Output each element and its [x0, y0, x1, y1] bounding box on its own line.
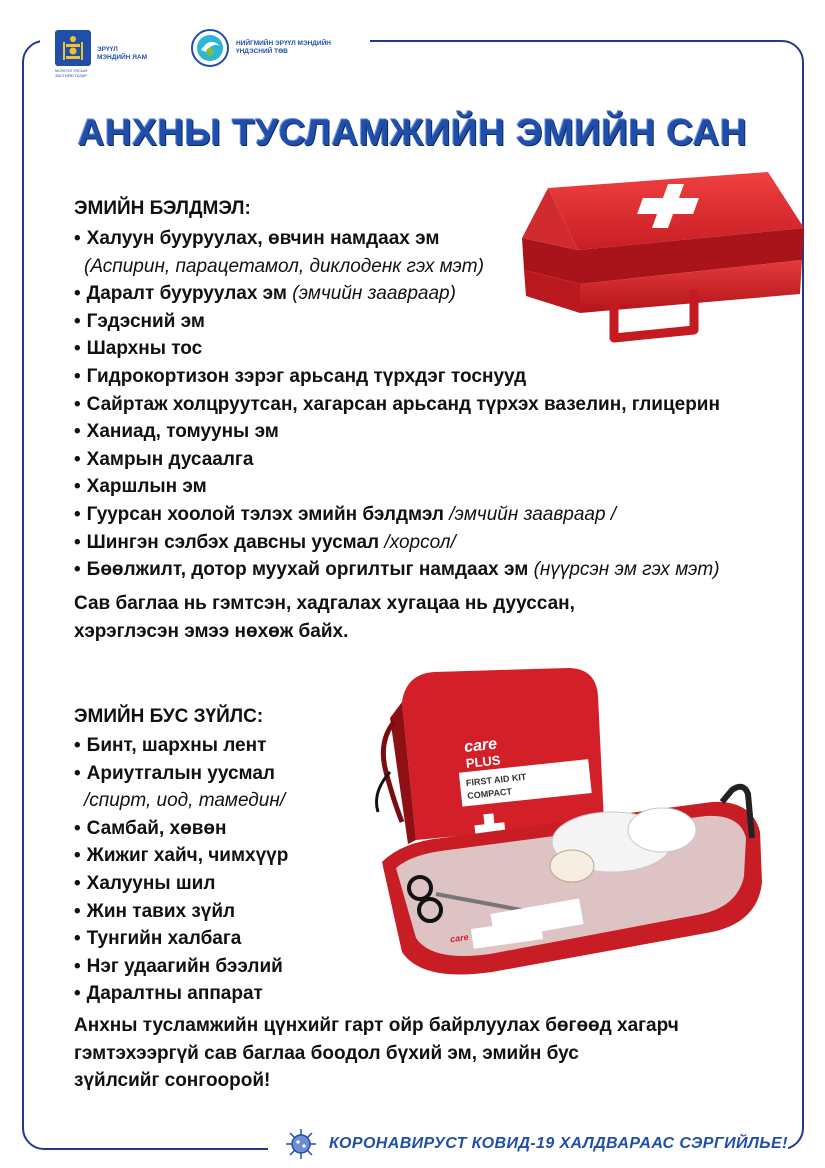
- list-item: • Гуурсан хоолой тэлэх эмийн бэлдмэл /эмчийн заавраар /: [74, 503, 617, 525]
- list-item: • Шархны тос: [74, 338, 203, 360]
- first-aid-kit-bag-icon: [372, 662, 772, 992]
- list-item: • Даралт бууруулах эм (эмчийн заавраар): [74, 283, 456, 305]
- kit-packet-brand: care: [449, 931, 470, 945]
- list-item: • Сайртаж холцруутсан, хагарсан арьсанд түрхэх вазелин, глицерин: [74, 393, 720, 415]
- non-medicines-closing-line2: гэмтэхээргүй сав баглаа боодол бүхий эм, эмийн бус: [74, 1042, 579, 1064]
- logo2-line2: ҮНДЭСНИЙ ТӨВ: [236, 48, 288, 55]
- public-health-emblem-icon: [190, 28, 230, 68]
- list-item: • Ариутгалын уусмал: [74, 762, 275, 784]
- list-item: • Нэг удаагийн бээлий: [74, 955, 283, 977]
- list-item-note: (Аспирин, парацетамол, диклоденк гэх мэт): [84, 255, 484, 277]
- logo2-text: [236, 40, 331, 56]
- ministry-logo: [55, 30, 147, 78]
- soyombo-emblem-icon: [55, 30, 91, 66]
- footer-slogan: КОРОНАВИРУСТ КОВИД-19 ХАЛДВАРААС СЭРГИЙЛЬЕ!: [329, 1135, 788, 1152]
- medicines-list: [74, 225, 720, 584]
- logo1-line2: МЭНДИЙН ЯАМ: [97, 54, 147, 61]
- page-title: АНХНЫ ТУСЛАМЖИЙН ЭМИЙН САН: [77, 112, 748, 153]
- list-item: • Ханиад, томууны эм: [74, 421, 279, 443]
- logo1-caption: МОНГОЛ УЛСЫН ЗАСГИЙН ГАЗАР: [55, 68, 88, 78]
- medicines-closing: [74, 590, 575, 645]
- list-item: • Гидрокортизон зэрэг арьсанд түрхдэг тоснууд: [74, 365, 527, 387]
- list-item: • Харшлын эм: [74, 476, 207, 498]
- list-item: • Гэдэсний эм: [74, 310, 205, 332]
- non-medicines-list: [74, 732, 288, 1008]
- kit-label-line2: COMPACT: [466, 786, 513, 801]
- medicines-heading: ЭМИЙН БЭЛДМЭЛ:: [74, 198, 251, 219]
- list-item: • Хамрын дусаалга: [74, 448, 254, 470]
- non-medicines-heading: ЭМИЙН БУС ЗҮЙЛС:: [74, 706, 264, 727]
- list-item-note: /спирт, иод, тамедин/: [84, 790, 286, 812]
- list-item: • Шингэн сэлбэх давсны уусмал /хорсол/: [74, 531, 456, 553]
- medicines-closing-line2: хэрэглэсэн эмээ нөхөж байх.: [74, 620, 349, 642]
- list-item: • Бинт, шархны лент: [74, 735, 267, 756]
- kit-brand-top: care: [463, 735, 498, 757]
- virus-icon: [285, 1128, 317, 1160]
- list-item: • Тунгийн халбага: [74, 928, 242, 950]
- logo1-line1: ЭРҮҮЛ: [97, 46, 118, 53]
- list-item: • Жижиг хайч, чимхүүр: [74, 845, 289, 867]
- logo1-text: [97, 46, 147, 62]
- list-item: • Халуун бууруулах, өвчин намдаах эм: [74, 228, 440, 249]
- logo2-line1: НИЙГМИЙН ЭРҮҮЛ МЭНДИЙН: [236, 40, 331, 47]
- list-item: • Халууны шил: [74, 872, 216, 894]
- list-item: • Даралтны аппарат: [74, 983, 263, 1005]
- list-item: • Самбай, хөвөн: [74, 817, 227, 839]
- footer: [285, 1128, 788, 1160]
- list-item: • Бөөлжилт, дотор муухай оргилтыг намдаах эм (нүүрсэн эм гэх мэт): [74, 559, 720, 581]
- kit-label-line1: FIRST AID KIT: [465, 771, 527, 789]
- list-item: • Жин тавих зүйл: [74, 900, 236, 922]
- non-medicines-closing: [74, 1012, 679, 1095]
- non-medicines-closing-line1: Анхны тусламжийн цүнхийг гарт ойр байрлуулах бөгөөд хагарч: [74, 1015, 679, 1036]
- kit-brand-bottom: PLUS: [465, 752, 502, 771]
- non-medicines-closing-line3: зүйлсийг сонгоорой!: [74, 1070, 271, 1092]
- public-health-center-logo: [190, 28, 331, 68]
- medicines-closing-line1: Сав баглаа нь гэмтсэн, хадгалах хугацаа нь дууссан,: [74, 593, 575, 614]
